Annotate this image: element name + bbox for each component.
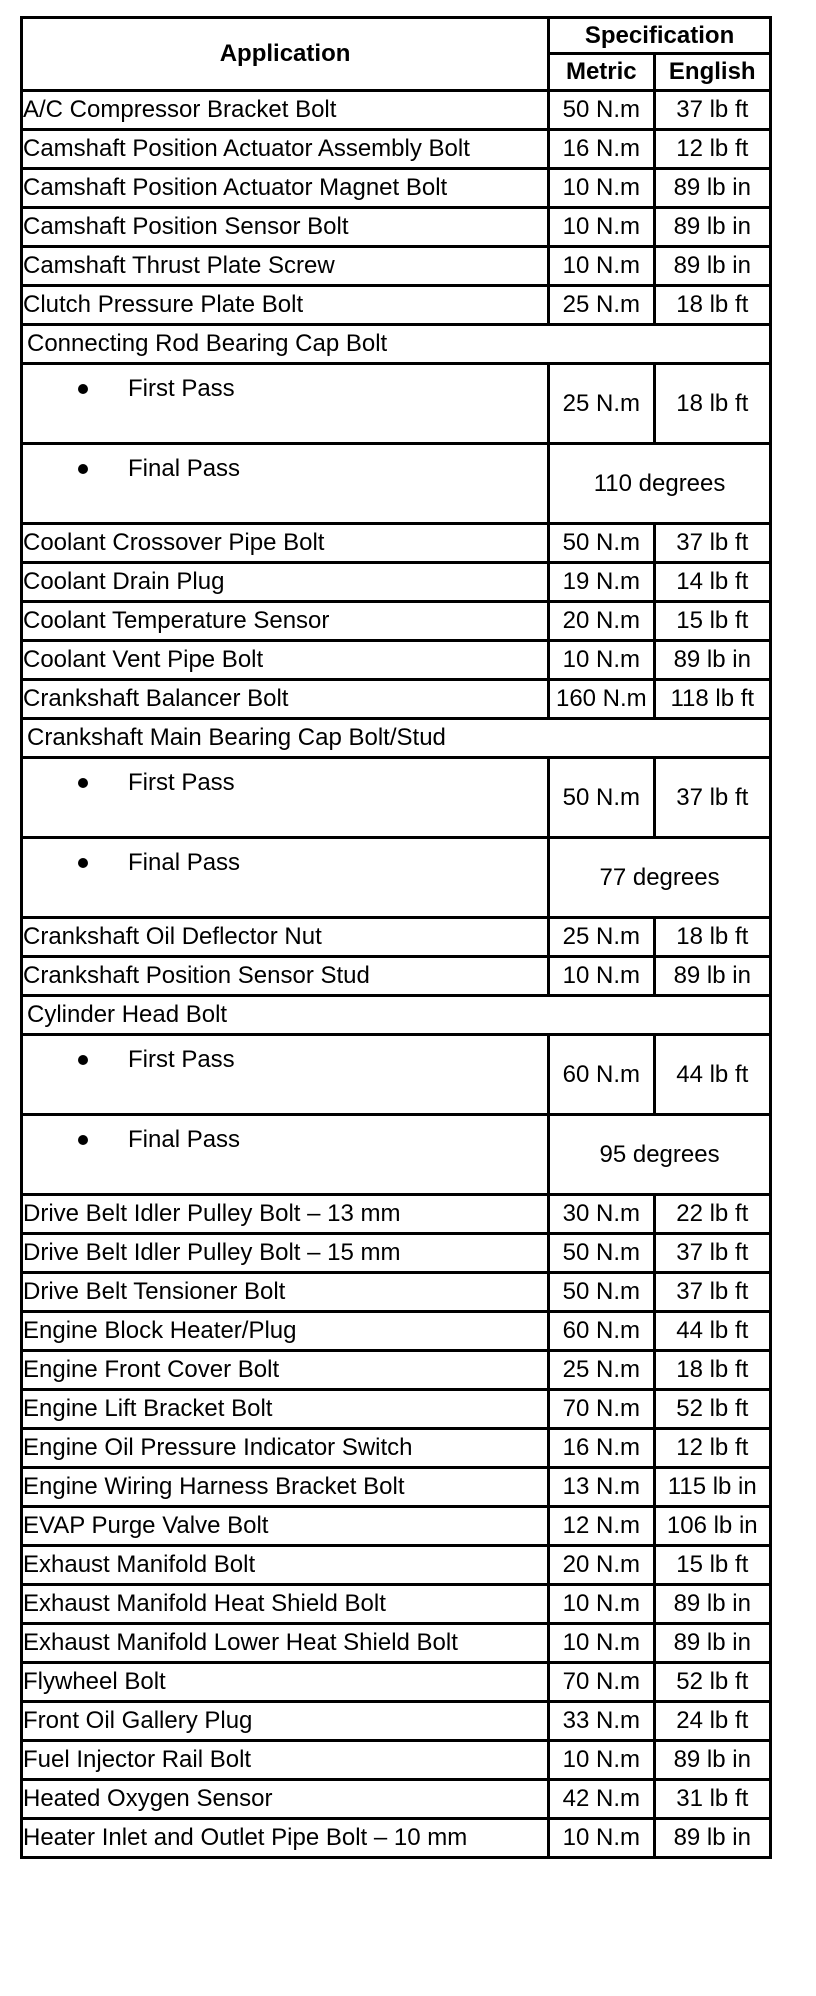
table-row bbox=[22, 1390, 771, 1429]
metric-cell: 42 N.m bbox=[549, 1780, 654, 1819]
application-cell: Engine Front Cover Bolt bbox=[22, 1351, 549, 1390]
table-row bbox=[22, 286, 771, 325]
application-cell: Drive Belt Tensioner Bolt bbox=[22, 1273, 549, 1312]
metric-cell: 10 N.m bbox=[549, 957, 654, 996]
pass-row bbox=[22, 838, 771, 918]
metric-cell: 50 N.m bbox=[549, 1273, 654, 1312]
metric-cell: 25 N.m bbox=[549, 364, 654, 444]
table-row bbox=[22, 1351, 771, 1390]
pass-label: First Pass bbox=[128, 375, 235, 402]
english-cell: 37 lb ft bbox=[654, 1273, 770, 1312]
english-cell: 37 lb ft bbox=[654, 758, 770, 838]
english-cell: 89 lb in bbox=[654, 169, 770, 208]
application-cell: Camshaft Position Actuator Assembly Bolt bbox=[22, 130, 549, 169]
table-row bbox=[22, 1585, 771, 1624]
application-cell: Exhaust Manifold Lower Heat Shield Bolt bbox=[22, 1624, 549, 1663]
application-cell: Clutch Pressure Plate Bolt bbox=[22, 286, 549, 325]
pass-cell bbox=[22, 838, 549, 918]
metric-cell: 20 N.m bbox=[549, 1546, 654, 1585]
application-cell: Flywheel Bolt bbox=[22, 1663, 549, 1702]
metric-cell: 70 N.m bbox=[549, 1663, 654, 1702]
group-label-cell: Cylinder Head Bolt bbox=[22, 996, 771, 1035]
english-cell: 37 lb ft bbox=[654, 1234, 770, 1273]
english-cell: 14 lb ft bbox=[654, 563, 770, 602]
table-row bbox=[22, 1741, 771, 1780]
pass-row bbox=[22, 1035, 771, 1115]
bullet-icon bbox=[78, 464, 88, 474]
english-cell: 15 lb ft bbox=[654, 602, 770, 641]
application-cell: A/C Compressor Bracket Bolt bbox=[22, 91, 549, 130]
table-row bbox=[22, 1624, 771, 1663]
application-header: Application bbox=[22, 18, 549, 91]
english-cell: 106 lb in bbox=[654, 1507, 770, 1546]
pass-cell bbox=[22, 1035, 549, 1115]
bullet-icon bbox=[78, 858, 88, 868]
application-cell: Engine Wiring Harness Bracket Bolt bbox=[22, 1468, 549, 1507]
group-row bbox=[22, 325, 771, 364]
pass-label: Final Pass bbox=[128, 455, 241, 482]
table-row bbox=[22, 1312, 771, 1351]
application-cell: Crankshaft Oil Deflector Nut bbox=[22, 918, 549, 957]
english-cell: 12 lb ft bbox=[654, 130, 770, 169]
metric-cell: 10 N.m bbox=[549, 208, 654, 247]
table-row bbox=[22, 130, 771, 169]
metric-cell: 50 N.m bbox=[549, 1234, 654, 1273]
application-cell: Engine Oil Pressure Indicator Switch bbox=[22, 1429, 549, 1468]
english-cell: 89 lb in bbox=[654, 208, 770, 247]
pass-label: Final Pass bbox=[128, 849, 241, 876]
metric-cell: 16 N.m bbox=[549, 130, 654, 169]
english-cell: 44 lb ft bbox=[654, 1312, 770, 1351]
metric-cell: 25 N.m bbox=[549, 286, 654, 325]
table-row bbox=[22, 1663, 771, 1702]
table-row bbox=[22, 1468, 771, 1507]
bullet-icon bbox=[78, 384, 88, 394]
application-cell: Camshaft Thrust Plate Screw bbox=[22, 247, 549, 286]
metric-cell: 20 N.m bbox=[549, 602, 654, 641]
application-cell: Front Oil Gallery Plug bbox=[22, 1702, 549, 1741]
table-row bbox=[22, 957, 771, 996]
pass-cell bbox=[22, 1115, 549, 1195]
metric-cell: 19 N.m bbox=[549, 563, 654, 602]
application-cell: Crankshaft Position Sensor Stud bbox=[22, 957, 549, 996]
english-cell: 89 lb in bbox=[654, 1819, 770, 1858]
pass-label: First Pass bbox=[128, 1046, 235, 1073]
english-cell: 31 lb ft bbox=[654, 1780, 770, 1819]
metric-cell: 10 N.m bbox=[549, 1624, 654, 1663]
english-cell: 24 lb ft bbox=[654, 1702, 770, 1741]
table-row bbox=[22, 680, 771, 719]
english-cell: 44 lb ft bbox=[654, 1035, 770, 1115]
english-cell: 15 lb ft bbox=[654, 1546, 770, 1585]
table-row bbox=[22, 563, 771, 602]
bullet-icon bbox=[78, 778, 88, 788]
english-cell: 18 lb ft bbox=[654, 1351, 770, 1390]
application-cell: Coolant Vent Pipe Bolt bbox=[22, 641, 549, 680]
english-cell: 52 lb ft bbox=[654, 1663, 770, 1702]
pass-label: First Pass bbox=[128, 769, 235, 796]
table-row bbox=[22, 91, 771, 130]
metric-cell: 50 N.m bbox=[549, 91, 654, 130]
metric-cell: 50 N.m bbox=[549, 524, 654, 563]
english-header: English bbox=[654, 54, 770, 91]
metric-cell: 160 N.m bbox=[549, 680, 654, 719]
metric-cell: 70 N.m bbox=[549, 1390, 654, 1429]
application-cell: Heater Inlet and Outlet Pipe Bolt – 10 mm bbox=[22, 1819, 549, 1858]
angle-spec-cell: 95 degrees bbox=[549, 1115, 771, 1195]
metric-cell: 13 N.m bbox=[549, 1468, 654, 1507]
group-row bbox=[22, 719, 771, 758]
english-cell: 89 lb in bbox=[654, 1624, 770, 1663]
application-cell: Coolant Drain Plug bbox=[22, 563, 549, 602]
table-row bbox=[22, 918, 771, 957]
metric-cell: 50 N.m bbox=[549, 758, 654, 838]
application-cell: Heated Oxygen Sensor bbox=[22, 1780, 549, 1819]
application-cell: Coolant Crossover Pipe Bolt bbox=[22, 524, 549, 563]
metric-cell: 10 N.m bbox=[549, 247, 654, 286]
metric-header: Metric bbox=[549, 54, 654, 91]
table-row bbox=[22, 1780, 771, 1819]
english-cell: 89 lb in bbox=[654, 1585, 770, 1624]
table-row bbox=[22, 1273, 771, 1312]
application-cell: Drive Belt Idler Pulley Bolt – 13 mm bbox=[22, 1195, 549, 1234]
english-cell: 115 lb in bbox=[654, 1468, 770, 1507]
metric-cell: 12 N.m bbox=[549, 1507, 654, 1546]
application-cell: EVAP Purge Valve Bolt bbox=[22, 1507, 549, 1546]
table-row bbox=[22, 208, 771, 247]
english-cell: 89 lb in bbox=[654, 247, 770, 286]
table-row bbox=[22, 524, 771, 563]
table-header bbox=[22, 18, 771, 91]
table-row bbox=[22, 1702, 771, 1741]
torque-spec-table bbox=[20, 16, 772, 1859]
bullet-icon bbox=[78, 1135, 88, 1145]
group-label-cell: Crankshaft Main Bearing Cap Bolt/Stud bbox=[22, 719, 771, 758]
metric-cell: 25 N.m bbox=[549, 1351, 654, 1390]
specification-header: Specification bbox=[549, 18, 771, 54]
metric-cell: 10 N.m bbox=[549, 1585, 654, 1624]
metric-cell: 10 N.m bbox=[549, 1741, 654, 1780]
table-body bbox=[22, 91, 771, 1858]
english-cell: 89 lb in bbox=[654, 957, 770, 996]
pass-cell bbox=[22, 444, 549, 524]
table-row bbox=[22, 1195, 771, 1234]
application-cell: Fuel Injector Rail Bolt bbox=[22, 1741, 549, 1780]
metric-cell: 10 N.m bbox=[549, 1819, 654, 1858]
application-cell: Camshaft Position Actuator Magnet Bolt bbox=[22, 169, 549, 208]
english-cell: 18 lb ft bbox=[654, 918, 770, 957]
table-row bbox=[22, 169, 771, 208]
pass-label: Final Pass bbox=[128, 1126, 241, 1153]
angle-spec-cell: 77 degrees bbox=[549, 838, 771, 918]
english-cell: 18 lb ft bbox=[654, 286, 770, 325]
table-row bbox=[22, 1546, 771, 1585]
metric-cell: 25 N.m bbox=[549, 918, 654, 957]
english-cell: 22 lb ft bbox=[654, 1195, 770, 1234]
application-cell: Exhaust Manifold Bolt bbox=[22, 1546, 549, 1585]
pass-row bbox=[22, 1115, 771, 1195]
english-cell: 12 lb ft bbox=[654, 1429, 770, 1468]
english-cell: 37 lb ft bbox=[654, 91, 770, 130]
application-cell: Camshaft Position Sensor Bolt bbox=[22, 208, 549, 247]
group-row bbox=[22, 996, 771, 1035]
pass-row bbox=[22, 758, 771, 838]
application-cell: Coolant Temperature Sensor bbox=[22, 602, 549, 641]
english-cell: 89 lb in bbox=[654, 1741, 770, 1780]
application-cell: Engine Lift Bracket Bolt bbox=[22, 1390, 549, 1429]
application-cell: Drive Belt Idler Pulley Bolt – 15 mm bbox=[22, 1234, 549, 1273]
metric-cell: 60 N.m bbox=[549, 1035, 654, 1115]
english-cell: 89 lb in bbox=[654, 641, 770, 680]
english-cell: 52 lb ft bbox=[654, 1390, 770, 1429]
pass-row bbox=[22, 364, 771, 444]
bullet-icon bbox=[78, 1055, 88, 1065]
table-row bbox=[22, 1234, 771, 1273]
angle-spec-cell: 110 degrees bbox=[549, 444, 771, 524]
application-cell: Crankshaft Balancer Bolt bbox=[22, 680, 549, 719]
table-row bbox=[22, 1507, 771, 1546]
pass-cell bbox=[22, 364, 549, 444]
table-row bbox=[22, 247, 771, 286]
table-row bbox=[22, 1819, 771, 1858]
metric-cell: 10 N.m bbox=[549, 641, 654, 680]
application-cell: Exhaust Manifold Heat Shield Bolt bbox=[22, 1585, 549, 1624]
metric-cell: 10 N.m bbox=[549, 169, 654, 208]
metric-cell: 30 N.m bbox=[549, 1195, 654, 1234]
metric-cell: 16 N.m bbox=[549, 1429, 654, 1468]
group-label-cell: Connecting Rod Bearing Cap Bolt bbox=[22, 325, 771, 364]
application-cell: Engine Block Heater/Plug bbox=[22, 1312, 549, 1351]
pass-row bbox=[22, 444, 771, 524]
metric-cell: 33 N.m bbox=[549, 1702, 654, 1741]
table-row bbox=[22, 641, 771, 680]
english-cell: 118 lb ft bbox=[654, 680, 770, 719]
metric-cell: 60 N.m bbox=[549, 1312, 654, 1351]
pass-cell bbox=[22, 758, 549, 838]
english-cell: 18 lb ft bbox=[654, 364, 770, 444]
english-cell: 37 lb ft bbox=[654, 524, 770, 563]
table-row bbox=[22, 602, 771, 641]
table-row bbox=[22, 1429, 771, 1468]
